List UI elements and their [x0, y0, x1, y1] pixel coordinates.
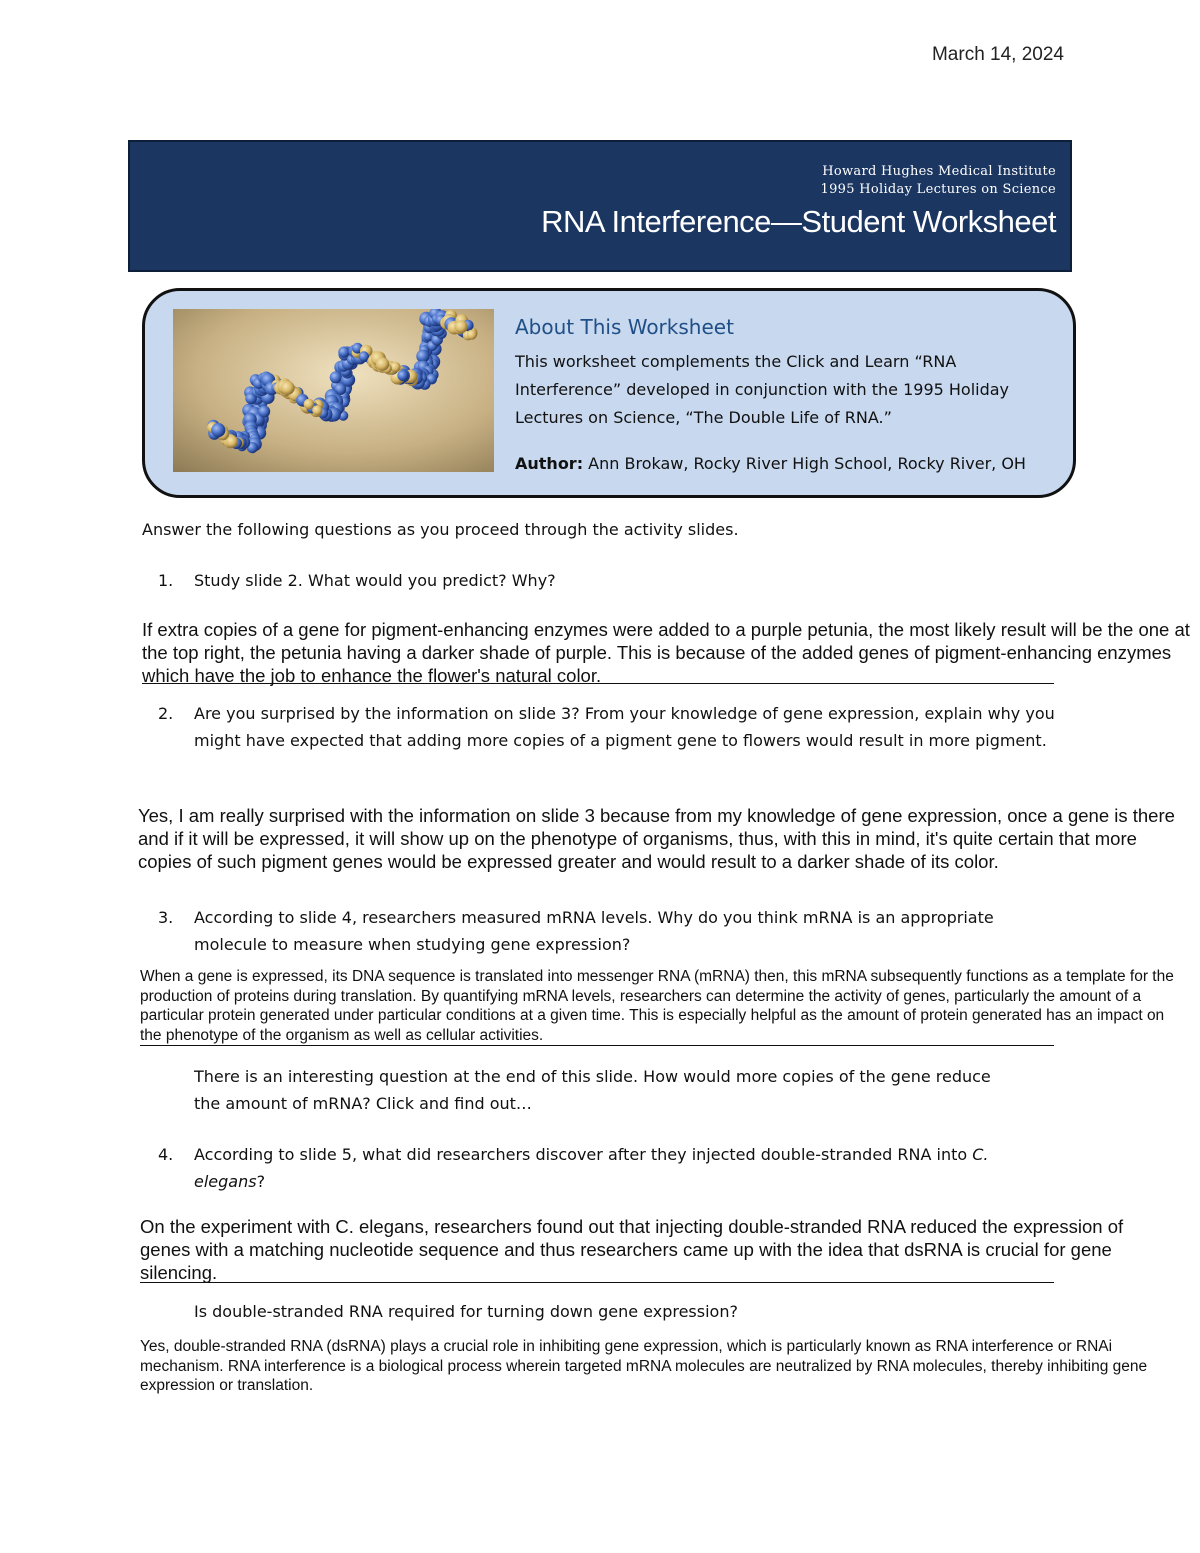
about-panel [142, 288, 1076, 498]
author-value: Ann Brokaw, Rocky River High School, Rocky River, OH [583, 454, 1026, 473]
answer-5: Yes, double-stranded RNA (dsRNA) plays a crucial role in inhibiting gene expression, which is particularly known as RNA interference or RNAi mechanism. RNA interference is a biological process wherein targeted mRNA molecules are neutralized by RNA molecules, thereby inhibiting gene expression or translation. [140, 1338, 1148, 1394]
rna-blue-bead [338, 347, 349, 358]
question-3 [158, 904, 998, 958]
author-label: Author: [515, 454, 584, 473]
question-1 [158, 567, 1058, 594]
lecture-series: 1995 Holiday Lectures on Science [820, 182, 1056, 197]
question-4-followup: Is double-stranded RNA required for turning down gene expression? [194, 1302, 738, 1321]
about-description: This worksheet complements the Click and Learn “RNA Interference” developed in conjunction with the 1995 Holiday Lectures on Science, “The Double Life of RNA.” [515, 352, 1010, 427]
organization-name: Howard Hughes Medical Institute [822, 164, 1056, 179]
question-text: According to slide 4, researchers measured mRNA levels. Why do you think mRNA is an appropriate molecule to measure when studying gene expression? [194, 908, 994, 954]
worksheet-title: RNA Interference—Student Worksheet [541, 204, 1056, 239]
instructions: Answer the following questions as you proceed through the activity slides. [142, 520, 739, 539]
organization-block [821, 163, 1056, 199]
question-text: Study slide 2. What would you predict? Why? [194, 571, 556, 590]
answer-4: On the experiment with C. elegans, researchers found out that injecting double-stranded RNA reduced the expression of genes with a matching nucleotide sequence and thus researchers came up with the idea that dsRNA is crucial for gene silencing. [140, 1216, 1124, 1283]
question-4 [158, 1141, 1058, 1195]
question-text: Are you surprised by the information on slide 3? From your knowledge of gene expression, explain why you might have expected that adding more copies of a pigment gene to flowers would result in more pigment. [194, 704, 1055, 750]
rna-blue-bead [258, 406, 270, 418]
rna-gold-bead [281, 381, 295, 395]
rna-blue-bead [211, 423, 225, 437]
rna-blue-bead [330, 371, 342, 383]
organism-name: C. elegans [194, 1145, 989, 1191]
rna-gold-bead [455, 320, 468, 333]
answer-underline [142, 683, 1054, 684]
question-2 [158, 700, 1058, 754]
about-heading: About This Worksheet [515, 315, 734, 339]
rna-blue-bead [397, 370, 408, 381]
question-number: 2. [158, 704, 174, 723]
header-banner [128, 140, 1072, 272]
rna-gold-bead [226, 436, 238, 448]
answer-3: When a gene is expressed, its DNA sequence is translated into messenger RNA (mRNA) then, this mRNA subsequently functions as a template for the production of proteins during translation. By quantifying mRNA levels, researchers can determine the activity of genes, particularly the amount of a particular protein generated under particular conditions at a given time. This is especially helpful as the amount of protein generated has an impact on the phenotype of the organism as well as cellular activities. [140, 968, 1174, 1044]
rna-gold-bead [304, 399, 315, 410]
question-text [194, 1141, 1054, 1195]
question-number: 1. [158, 571, 174, 590]
answer-1: If extra copies of a gene for pigment-enhancing enzymes were added to a purple petunia, the most likely result will be the one at the top right, the petunia having a darker shade of purple. This is because of the added genes of pigment-enhancing enzymes which have the job to enhance the flower's natural color. [142, 619, 1190, 686]
answer-2: Yes, I am really surprised with the information on slide 3 because from my knowledge of gene expression, once a gene is there and if it will be expressed, it will show up on the phenotype of organisms, thus, with this in mind, it's quite certain that more copies of such pigment genes would be expressed greater and would result to a darker shade of its color. [138, 805, 1175, 872]
question-number: 4. [158, 1145, 174, 1164]
question-3-followup: There is an interesting question at the end of this slide. How would more copies of the gene reduce the amount of mRNA? Click and find out… [194, 1067, 991, 1113]
question-number: 3. [158, 908, 174, 927]
rna-gold-bead [312, 405, 322, 415]
answer-underline [140, 1282, 1054, 1283]
rna-gold-bead [467, 330, 477, 340]
rna-molecule-image [173, 309, 494, 472]
answer-underline [140, 1045, 1054, 1046]
rna-molecule-illustration [173, 309, 494, 472]
author-line [515, 454, 1026, 473]
rna-gold-bead [376, 357, 389, 370]
question-text-main: According to slide 5, what did researchers discover after they injected double-stranded RNA into [194, 1145, 973, 1164]
question-text-tail: ? [256, 1172, 266, 1191]
document-date: March 14, 2024 [931, 44, 1064, 65]
